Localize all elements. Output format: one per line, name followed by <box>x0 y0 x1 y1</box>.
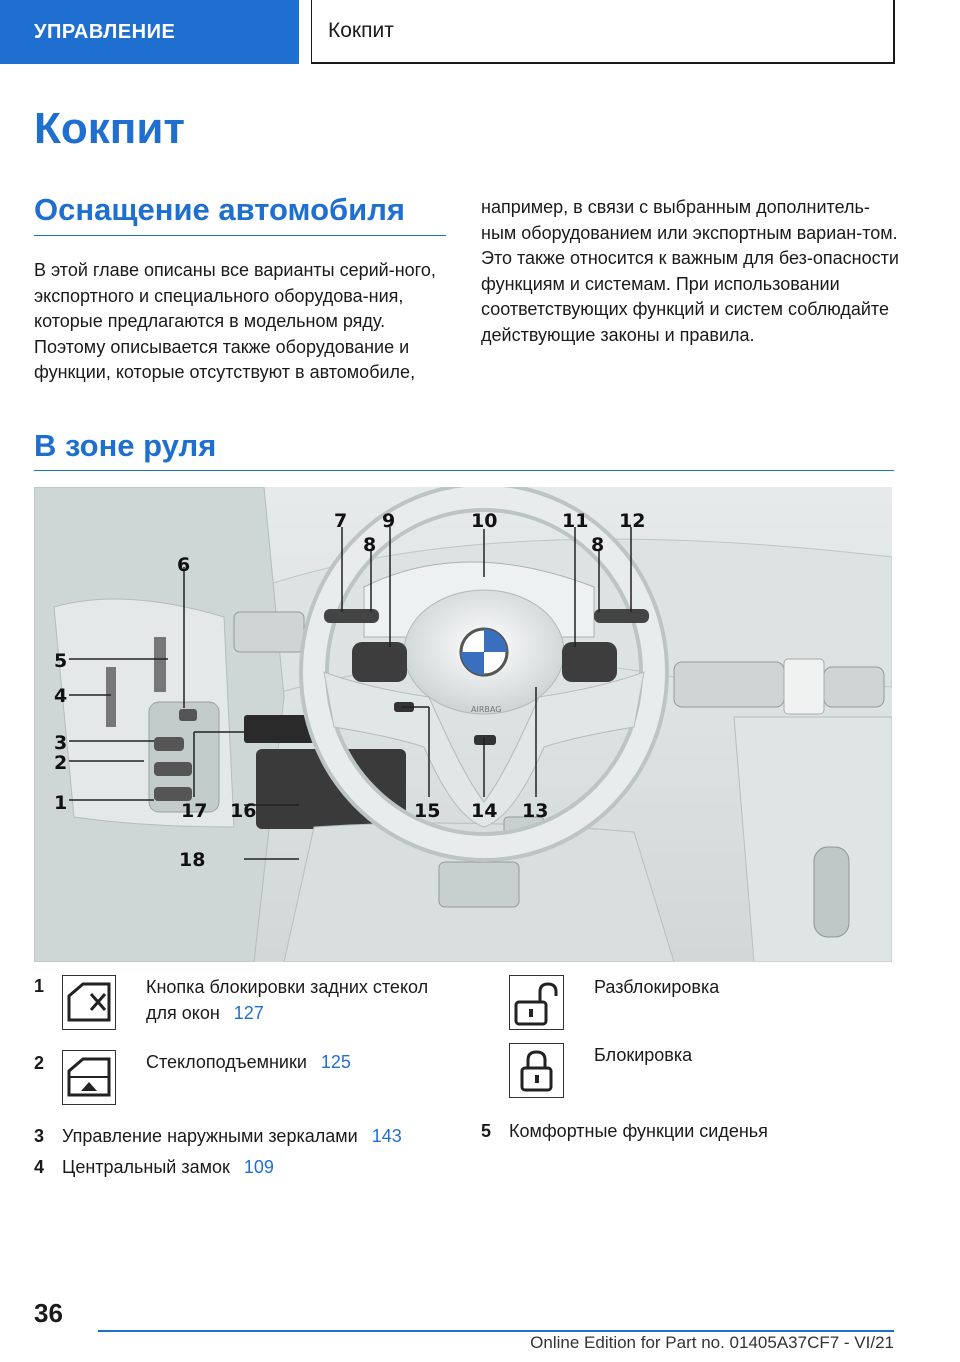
heading-rule <box>34 235 446 236</box>
page-title: Кокпит <box>34 104 185 153</box>
legend-text-5: Комфортные функции сиденья <box>509 1121 768 1141</box>
airbag-label: AIRBAG <box>471 705 502 714</box>
legend-text-1-line2: для окон <box>146 1002 220 1023</box>
callout-2: 2 <box>54 752 68 774</box>
callout-1: 1 <box>54 792 68 814</box>
cockpit-illustration <box>34 487 892 962</box>
callout-9: 9 <box>382 510 396 532</box>
legend-text-1-line1: Кнопка блокировки задних стекол <box>146 977 429 997</box>
legend-number-4: 4 <box>34 1157 45 1177</box>
unlock-icon <box>509 975 564 1030</box>
lock-icon <box>509 1043 564 1098</box>
page-reference-link[interactable]: 125 <box>320 1052 351 1072</box>
callout-8-left: 8 <box>363 534 377 556</box>
heading-rule <box>34 470 894 471</box>
equipment-heading: Оснащение автомобиля <box>34 192 405 227</box>
legend-text-1 <box>146 975 428 1026</box>
page-reference-link[interactable]: 127 <box>233 1002 264 1023</box>
steering-heading: В зоне руля <box>34 428 217 463</box>
legend-number-3: 3 <box>34 1126 45 1146</box>
callout-11: 11 <box>562 510 589 532</box>
callout-8-right: 8 <box>591 534 605 556</box>
page-reference-link[interactable]: 109 <box>243 1157 274 1177</box>
callout-4: 4 <box>54 685 68 707</box>
window-lock-icon <box>62 975 116 1030</box>
unlock-label: Разблокировка <box>594 977 720 997</box>
lock-label: Блокировка <box>594 1045 693 1065</box>
page-reference-link[interactable]: 143 <box>371 1126 402 1146</box>
callout-18: 18 <box>179 849 206 871</box>
power-window-icon <box>62 1050 116 1105</box>
footer-edition: Online Edition for Part no. 01405A37CF7 - VI/21 <box>530 1333 894 1352</box>
callout-7: 7 <box>334 510 348 532</box>
page-number: 36 <box>34 1298 63 1328</box>
section-tab: УПРАВЛЕНИЕ <box>0 0 299 64</box>
chapter-tab: Кокпит <box>311 0 895 64</box>
callout-12: 12 <box>619 510 646 532</box>
callout-6: 6 <box>177 554 191 576</box>
callout-15: 15 <box>414 800 441 822</box>
callout-13: 13 <box>522 800 549 822</box>
callout-5: 5 <box>54 650 68 672</box>
callout-3: 3 <box>54 732 68 754</box>
legend-text-4 <box>62 1155 274 1181</box>
callout-17: 17 <box>181 800 208 822</box>
footer-rule <box>98 1330 894 1332</box>
legend-text-2-label: Стеклоподъемники <box>146 1052 307 1072</box>
callout-10: 10 <box>471 510 498 532</box>
equipment-paragraph-right: например, в связи с выбранным дополнитель-ным оборудованием или экспортным вариан-том. Это также относится к важным для без-опасности функциям и системам. При использовании соответствующих функций и систем соблюдайте действующие законы и правила. <box>481 197 899 345</box>
callout-16: 16 <box>230 800 257 822</box>
legend-number-1: 1 <box>34 976 45 996</box>
legend-text-4-label: Центральный замок <box>62 1157 230 1177</box>
equipment-paragraph-left: В этой главе описаны все варианты серий-ного, экспортного и специального оборудова-ния, которые предлагаются в модельном ряду. Поэтому описывается также оборудование и функции, которые отсутствуют в автомобиле, <box>34 260 436 382</box>
legend-text-3-label: Управление наружными зеркалами <box>62 1126 358 1146</box>
callout-14: 14 <box>471 800 498 822</box>
legend-text-3 <box>62 1124 402 1150</box>
legend-text-2 <box>146 1050 351 1076</box>
legend-number-5: 5 <box>481 1121 492 1141</box>
legend-number-2: 2 <box>34 1053 45 1073</box>
